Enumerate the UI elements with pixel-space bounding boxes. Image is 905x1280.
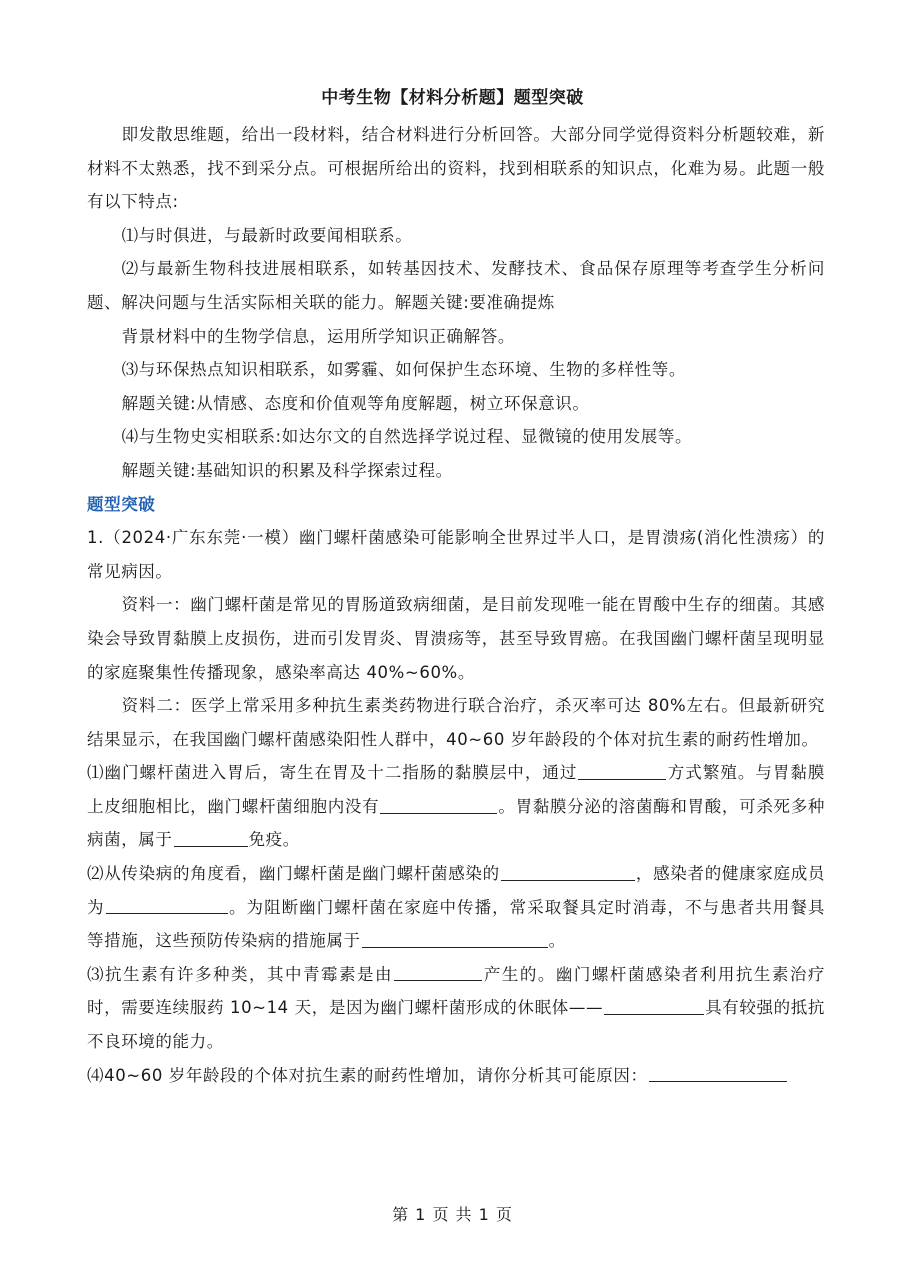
sub-question-2 xyxy=(87,857,825,958)
sub-question-1-text-c: 。胃黏膜分泌的溶菌酶和胃酸，可杀死多种病菌，属于 xyxy=(87,796,826,850)
sub-question-1-text-a: ⑴幽门螺杆菌进入胃后，寄生在胃及十二指肠的黏膜层中，通过 xyxy=(87,763,578,783)
feature-point-4: ⑷与生物史实相联系:如达尔文的自然选择学说过程、显微镜的使用发展等。 xyxy=(121,427,693,447)
answer-blank-2-2[interactable] xyxy=(106,896,228,914)
feature-point-3-key: 解题关键:从情感、态度和价值观等角度解题，树立环保意识。 xyxy=(121,393,590,413)
sub-question-2-text-c: 。为阻断幽门螺杆菌在家庭中传播，常采取餐具定时消毒，不与患者共用餐具等措施，这些预防传染病的措施属于 xyxy=(87,897,825,951)
page-footer: 第 1 页 共 1 页 xyxy=(392,1205,513,1224)
sub-question-3-text-c: 具有较强的抵抗不良环境的能力。 xyxy=(87,998,825,1052)
feature-point-3: ⑶与环保热点知识相联系，如雾霾、如何保护生态环境、生物的多样性等。 xyxy=(121,360,686,380)
section-heading: 题型突破 xyxy=(87,494,156,514)
page-title: 中考生物【材料分析题】题型突破 xyxy=(321,88,584,108)
sub-question-2-text-d: 。 xyxy=(548,931,566,951)
sub-question-1-text-b: 方式繁殖。与胃黏膜上皮细胞相比，幽门螺杆菌细胞内没有 xyxy=(87,763,825,816)
feature-point-2: ⑵与最新生物科技进展相联系，如转基因技术、发酵技术、食品保存原理等考查学生分析问题、解决问题与生活实际相关联的能力。解题关键:要准确提炼 xyxy=(87,259,825,312)
sub-question-2-text-b: ，感染者的健康家庭成员为 xyxy=(87,864,825,917)
question-1-material-2: 资料二：医学上常采用多种抗生素类药物进行联合治疗，杀灭率可达 80%左右。但最新研究结果显示，在我国幽门螺杆菌感染阳性人群中，40~60 岁年龄段的个体对抗生素的耐药性增加。 xyxy=(87,696,825,749)
intro-paragraph: 即发散思维题，给出一段材料，结合材料进行分析回答。大部分同学觉得资料分析题较难，新材料不太熟悉，找不到采分点。可根据所给出的资料，找到相联系的知识点，化难为易。此题一般有以下特点: xyxy=(87,125,825,212)
sub-question-4 xyxy=(87,1059,825,1093)
answer-blank-3-2[interactable] xyxy=(604,997,704,1015)
sub-question-3-text-b: 产生的。幽门螺杆菌感染者利用抗生素治疗时，需要连续服药 10~14 天，是因为幽门螺杆菌形成的休眠体—— xyxy=(87,964,825,1018)
sub-question-1 xyxy=(87,756,825,857)
sub-question-3 xyxy=(87,958,825,1059)
question-1-material-1: 资料一：幽门螺杆菌是常见的胃肠道致病细菌，是目前发现唯一能在胃酸中生存的细菌。其感染会导致胃黏膜上皮损伤，进而引发胃炎、胃溃疡等，甚至导致胃癌。在我国幽门螺杆菌呈现明显的家庭聚集性传播现象，感染率高达 40%~60%。 xyxy=(87,595,825,682)
answer-blank-2-1[interactable] xyxy=(501,862,635,880)
answer-blank-1-3[interactable] xyxy=(174,829,248,847)
sub-question-3-text-a: ⑶抗生素有许多种类，其中青霉素是由 xyxy=(87,964,393,984)
feature-point-1: ⑴与时俱进，与最新时政要闻相联系。 xyxy=(121,225,413,245)
document-body xyxy=(87,118,825,1092)
sub-question-4-text-a: ⑷40~60 岁年龄段的个体对抗生素的耐药性增加，请你分析其可能原因： xyxy=(87,1065,648,1085)
answer-blank-1-1[interactable] xyxy=(578,762,666,780)
feature-point-4-key: 解题关键:基础知识的积累及科学探索过程。 xyxy=(121,460,453,480)
feature-point-2-continued: 背景材料中的生物学信息，运用所学知识正确解答。 xyxy=(121,326,515,346)
answer-blank-3-1[interactable] xyxy=(394,963,482,981)
sub-question-1-text-d: 免疫。 xyxy=(248,830,300,850)
answer-blank-2-3[interactable] xyxy=(362,930,548,948)
answer-blank-4-1[interactable] xyxy=(649,1064,787,1082)
sub-question-2-text-a: ⑵从传染病的角度看，幽门螺杆菌是幽门螺杆菌感染的 xyxy=(87,864,500,884)
answer-blank-1-2[interactable] xyxy=(380,795,497,813)
question-1-stem: 1.（2024·广东东莞·一模）幽门螺杆菌感染可能影响全世界过半人口，是胃溃疡(消化性溃疡）的常见病因。 xyxy=(87,528,825,581)
